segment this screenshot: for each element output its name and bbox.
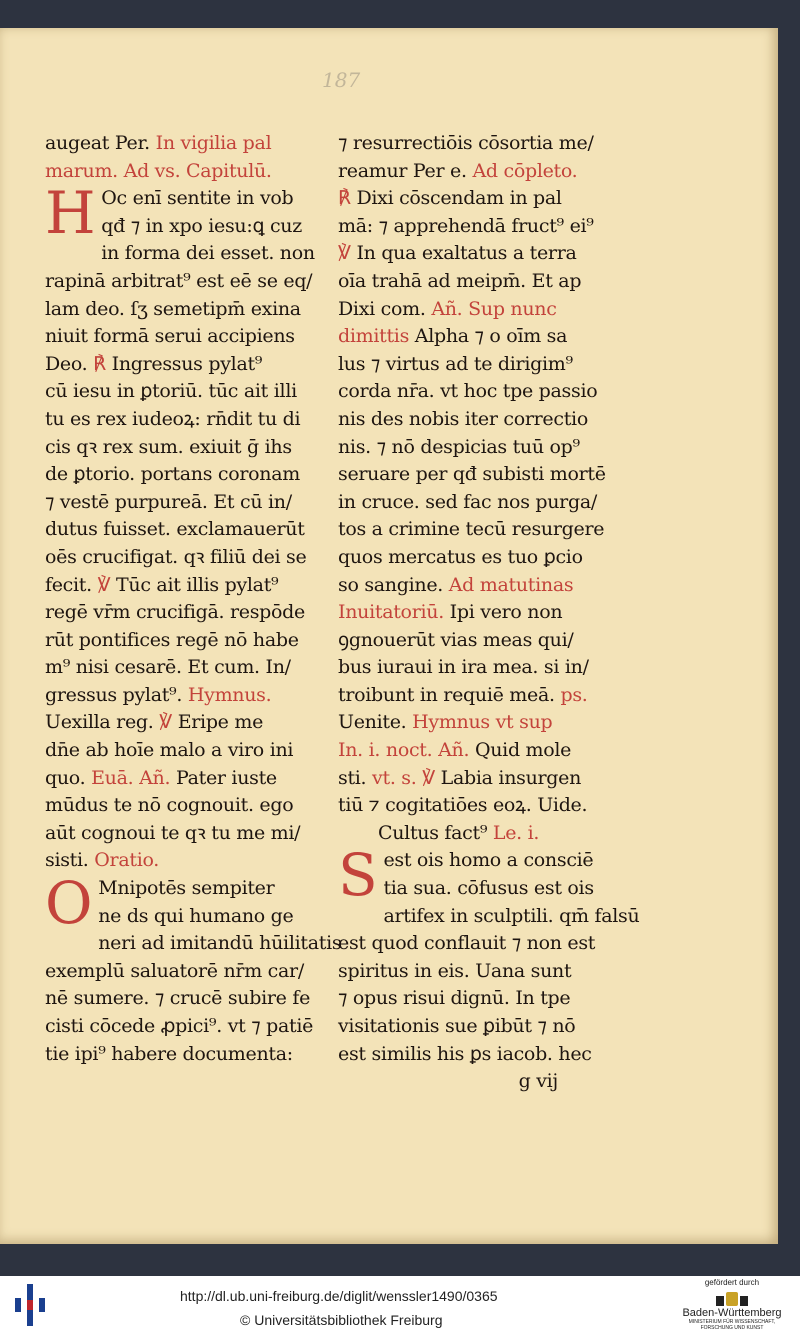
body-text: Dixi cōscendam in pal bbox=[356, 187, 562, 210]
decorated-initial: S bbox=[338, 841, 378, 910]
text-line bbox=[45, 516, 305, 544]
sponsor-block[interactable] bbox=[672, 1278, 792, 1331]
body-text: bus iuraui in ira mea. si in/ bbox=[338, 656, 589, 679]
copyright-text: © Universitätsbibliothek Freiburg bbox=[240, 1312, 443, 1328]
body-text: ꝯgnouerūt vias meas qui/ bbox=[338, 628, 574, 651]
body-text: quos mercatus es tuo ꝑcio bbox=[338, 545, 583, 568]
body-text: fecit. bbox=[45, 573, 98, 596]
body-text: Tūc ait illis pylat⁹ bbox=[116, 573, 279, 596]
text-line bbox=[338, 737, 598, 765]
sponsor-name: Baden-Württemberg bbox=[682, 1307, 782, 1319]
text-line bbox=[338, 1013, 598, 1041]
text-line bbox=[338, 213, 598, 241]
text-line bbox=[338, 406, 598, 434]
body-text: In qua exaltatus a terra bbox=[356, 242, 577, 265]
text-line bbox=[45, 737, 305, 765]
text-line bbox=[45, 544, 305, 572]
text-line bbox=[338, 1041, 598, 1069]
body-text: Pater iuste bbox=[175, 766, 277, 789]
text-line bbox=[338, 903, 640, 931]
body-text: visitationis sue ꝑibūt ⁊ nō bbox=[338, 1015, 576, 1037]
manuscript-page bbox=[0, 28, 778, 1244]
body-text: cisti cōcede ꝓpici⁹. vt ⁊ patiē bbox=[45, 1015, 314, 1037]
body-text: ⁊ opus risui dignū. In tpe bbox=[338, 987, 571, 1010]
body-text: Labia insurgen bbox=[440, 766, 582, 789]
body-text: tu es rex iudeoꝝ: rn̄dit tu di bbox=[45, 407, 301, 430]
rubric-text: ℣ bbox=[338, 242, 357, 265]
text-line bbox=[338, 682, 598, 710]
text-line bbox=[45, 709, 305, 737]
body-text: Quid mole bbox=[474, 739, 572, 762]
sponsor-label: gefördert durch bbox=[704, 1278, 760, 1287]
state-crest-icon bbox=[712, 1288, 752, 1310]
text-line bbox=[45, 406, 305, 434]
body-text: Uenite. bbox=[338, 711, 413, 734]
body-text: regē vr̄m crucifigā. respōde bbox=[45, 601, 305, 624]
text-line bbox=[45, 461, 305, 489]
body-text: Eripe me bbox=[177, 711, 264, 734]
page-number: 187 bbox=[322, 68, 361, 92]
text-line bbox=[338, 434, 598, 462]
rubric-text: marum. Ad vs. Capitulū. bbox=[45, 159, 272, 182]
body-text: est quod conflauit ⁊ non est bbox=[338, 932, 596, 955]
text-line bbox=[45, 323, 305, 351]
rubric-text: dimittis bbox=[338, 325, 415, 348]
rubric-text: ps. bbox=[560, 683, 588, 706]
text-line bbox=[338, 268, 598, 296]
body-text: sti. bbox=[338, 766, 373, 789]
rubric-text: In vigilia pal bbox=[155, 132, 272, 154]
rubric-text: Hymnus. bbox=[187, 683, 272, 706]
body-text: mā: ⁊ apprehendā fruct⁹ ei⁹ bbox=[338, 214, 594, 237]
body-text: cū iesu in ꝑtoriū. tūc ait illi bbox=[45, 380, 297, 403]
body-text: tiū ⁊ cogitatiōes eoꝝ. Uide. bbox=[338, 794, 588, 817]
body-text: neri ad imitandū hūilitatis bbox=[98, 932, 342, 955]
body-text: quo. bbox=[45, 766, 92, 789]
body-text: troibunt in requiē meā. bbox=[338, 683, 561, 706]
body-text: augeat Per. bbox=[45, 132, 156, 154]
text-line bbox=[45, 847, 305, 875]
rubric-text: Le. i. bbox=[492, 821, 540, 844]
text-line bbox=[45, 130, 305, 158]
text-line bbox=[45, 572, 305, 600]
body-text: Deo. bbox=[45, 352, 94, 375]
text-line bbox=[45, 1013, 314, 1041]
text-line bbox=[338, 958, 598, 986]
text-line bbox=[338, 930, 598, 958]
rubric-text: Hymnus vt sup bbox=[412, 711, 553, 734]
body-text: ne ds qui humano ge bbox=[98, 904, 294, 927]
text-line bbox=[338, 130, 598, 158]
body-text: exemplū saluatorē nr̄m car/ bbox=[45, 959, 304, 982]
rubric-text: ℟ bbox=[338, 187, 357, 210]
text-line bbox=[338, 654, 598, 682]
body-text: oīa trahā ad meipm̄. Et ap bbox=[338, 269, 582, 292]
text-line bbox=[45, 268, 313, 296]
text-line bbox=[338, 351, 598, 379]
body-text: Dixi com. bbox=[338, 297, 432, 320]
document-url-link[interactable]: http://dl.ub.uni-freiburg.de/diglit/wenssler1490/0365 bbox=[180, 1288, 498, 1304]
text-line bbox=[338, 489, 598, 517]
body-text: Alpha ⁊ o oīm sa bbox=[414, 325, 568, 348]
body-text: in cruce. sed fac nos purga/ bbox=[338, 490, 597, 513]
text-line bbox=[45, 985, 311, 1013]
rubric-text: ℟ bbox=[93, 352, 112, 375]
body-text: mūdus te nō cognouit. ego bbox=[45, 794, 294, 817]
body-text: gressus pylat⁹. bbox=[45, 683, 188, 706]
text-line bbox=[338, 820, 598, 848]
body-text: est similis his ꝑs iacob. hec bbox=[338, 1042, 592, 1065]
rubric-text: In. i. noct. Añ. bbox=[338, 739, 475, 762]
decorated-initial: O bbox=[45, 869, 93, 938]
body-text: artifex in sculptili. qm̄ falsū bbox=[383, 904, 640, 927]
text-line bbox=[45, 378, 305, 406]
text-line bbox=[45, 599, 305, 627]
text-line bbox=[45, 1041, 305, 1069]
text-line bbox=[338, 599, 598, 627]
text-line bbox=[45, 489, 305, 517]
text-line bbox=[338, 323, 598, 351]
text-line bbox=[338, 296, 598, 324]
library-logo-icon bbox=[10, 1282, 50, 1328]
body-text: Ingressus pylat⁹ bbox=[111, 352, 263, 375]
left-column bbox=[45, 130, 342, 1068]
body-text: est ois homo a consciē bbox=[383, 849, 594, 872]
text-line bbox=[45, 158, 305, 186]
body-text: corda nr̄a. vt hoc tpe passio bbox=[338, 380, 598, 403]
text-line bbox=[338, 240, 598, 268]
body-text: rapinā arbitrat⁹ est eē se eq/ bbox=[45, 269, 313, 292]
body-text: aūt cognoui te qꝛ tu me mi/ bbox=[45, 821, 301, 844]
body-text: Cultus fact⁹ bbox=[378, 821, 493, 844]
body-text: reamur Per e. bbox=[338, 159, 473, 182]
rubric-text: Ad matutinas bbox=[448, 573, 574, 596]
body-text: nis des nobis iter correctio bbox=[338, 407, 588, 430]
text-line bbox=[338, 378, 598, 406]
body-text: Uexilla reg. bbox=[45, 711, 160, 734]
right-column bbox=[338, 130, 640, 1096]
text-line bbox=[45, 765, 305, 793]
text-line bbox=[338, 544, 598, 572]
rubric-text: vt. s. ℣ bbox=[372, 766, 441, 789]
text-line bbox=[338, 185, 598, 213]
text-line bbox=[338, 627, 598, 655]
rubric-text: Inuitatoriū. bbox=[338, 601, 450, 624]
text-line bbox=[338, 792, 598, 820]
body-text: rūt pontifices regē nō habe bbox=[45, 628, 299, 651]
body-text: dn̄e ab hoīe malo a viro ini bbox=[45, 739, 294, 762]
body-text: m⁹ nisi cesarē. Et cum. In/ bbox=[45, 656, 291, 679]
body-text: seruare per qđ subisti mortē bbox=[338, 463, 606, 486]
text-line bbox=[45, 682, 305, 710]
decorated-initial: H bbox=[45, 179, 96, 248]
text-line bbox=[45, 820, 305, 848]
body-text: spiritus in eis. Uana sunt bbox=[338, 959, 572, 982]
text-line bbox=[338, 765, 598, 793]
body-text: Oc enī sentite in vob bbox=[101, 187, 294, 210]
quire-signature: g vij bbox=[518, 1070, 558, 1093]
body-text: Ipi vero non bbox=[449, 601, 563, 624]
body-text: sisti. bbox=[45, 849, 95, 872]
body-text: so sangine. bbox=[338, 573, 449, 596]
body-text: in forma dei esset. non bbox=[101, 242, 315, 265]
text-line bbox=[338, 461, 606, 489]
body-text: lus ⁊ virtus ad te dirigim⁹ bbox=[338, 352, 573, 375]
body-text: ⁊ resurrectiōis cōsortia me/ bbox=[338, 132, 594, 154]
text-line bbox=[338, 985, 598, 1013]
sponsor-subtitle: MINISTERIUM FÜR WISSENSCHAFT, FORSCHUNG UND KUNST bbox=[688, 1319, 776, 1331]
body-text: ⁊ vestē purpureā. Et cū in/ bbox=[45, 490, 292, 513]
body-text: de ꝑtorio. portans coronam bbox=[45, 463, 300, 486]
body-text: tos a crimine tecū resurgere bbox=[338, 518, 605, 541]
rubric-text: Oratio. bbox=[94, 849, 160, 872]
body-text: tia sua. cōfusus est ois bbox=[383, 877, 594, 900]
text-line bbox=[45, 958, 305, 986]
body-text: niuit formā serui accipiens bbox=[45, 325, 295, 348]
text-line bbox=[45, 792, 305, 820]
text-line bbox=[45, 351, 305, 379]
body-text: oēs crucifigat. qꝛ filiū dei se bbox=[45, 545, 307, 568]
rubric-text: Euā. Añ. bbox=[91, 766, 176, 789]
rubric-text: Ad cōpleto. bbox=[472, 159, 578, 182]
text-line bbox=[338, 516, 605, 544]
body-text: Mnipotēs sempiter bbox=[98, 877, 275, 900]
text-line bbox=[45, 434, 305, 462]
text-line bbox=[338, 158, 598, 186]
viewer-footer bbox=[0, 1276, 800, 1334]
body-text: tie ipi⁹ habere documenta: bbox=[45, 1042, 293, 1065]
body-text: lam deo. ſʒ semetipm̄ exina bbox=[45, 297, 301, 320]
text-line bbox=[45, 627, 305, 655]
body-text: dutus fuisset. exclamauerūt bbox=[45, 518, 305, 541]
rubric-text: Añ. Sup nunc bbox=[431, 297, 557, 320]
rubric-text: ℣ bbox=[97, 573, 117, 596]
body-text: qđ ⁊ in xpo iesu:ꝗ cuz bbox=[101, 214, 302, 237]
text-line bbox=[338, 572, 598, 600]
text-line bbox=[45, 654, 305, 682]
text-line bbox=[338, 709, 598, 737]
text-line bbox=[45, 296, 305, 324]
rubric-text: ℣ bbox=[159, 711, 178, 734]
body-text: nē sumere. ⁊ crucē subire fe bbox=[45, 987, 311, 1010]
body-text: cis qꝛ rex sum. exiuit ḡ ihs bbox=[45, 435, 292, 458]
body-text: nis. ⁊ nō despicias tuū op⁹ bbox=[338, 435, 580, 458]
